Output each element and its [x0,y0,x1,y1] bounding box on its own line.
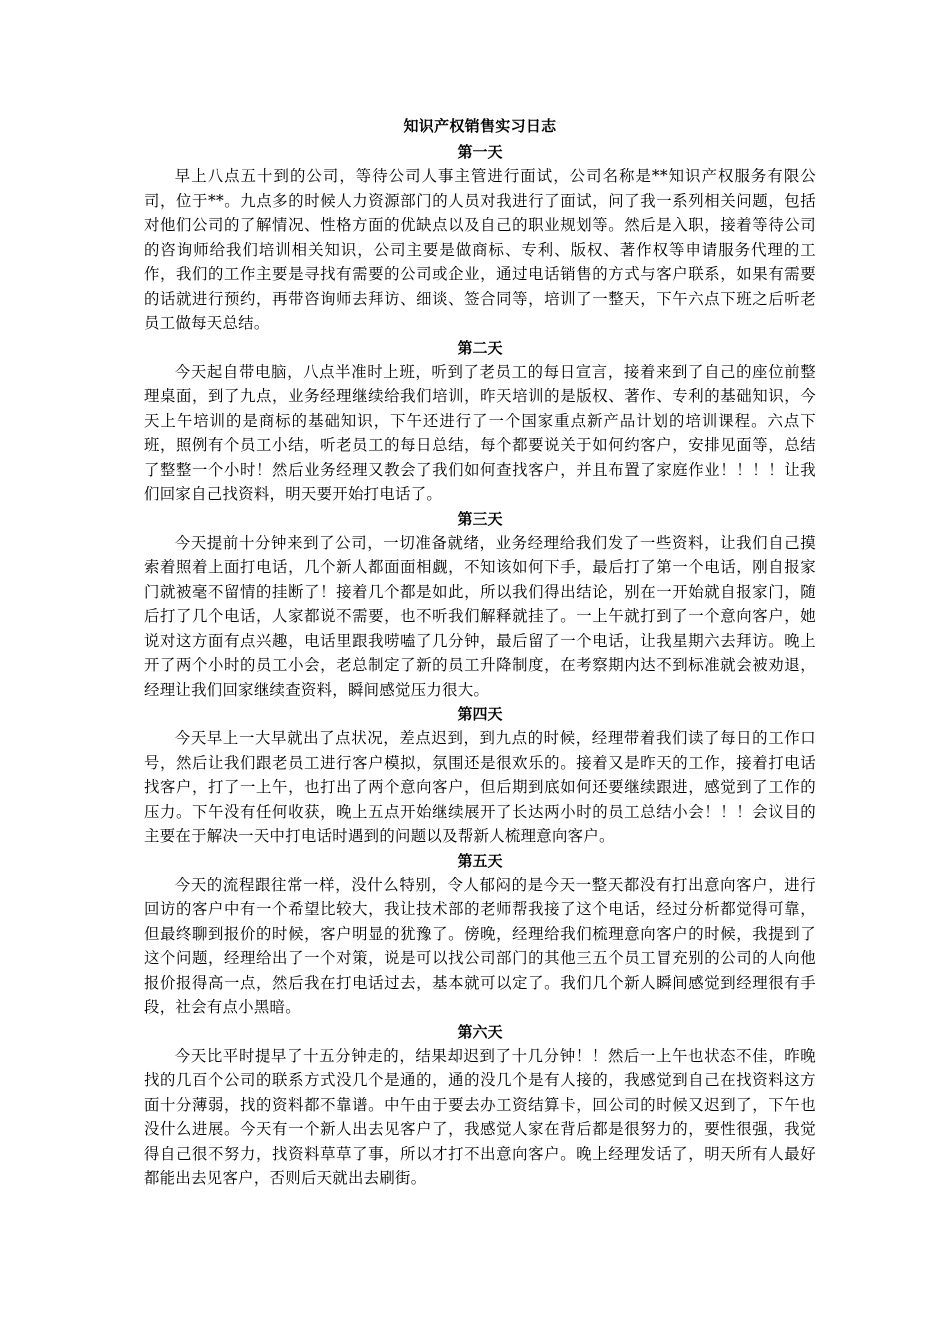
document-title: 知识产权销售实习日志 [403,117,557,135]
day-paragraph: 今天早上一大早就出了点状况，差点迟到，到九点的时候，经理带着我们读了每日的工作口号，然后让我们跟老员工进行客户模拟，氛围还是很欢乐的。接着又是昨天的工作，接着打电话找客户，打了一上午，也打出了两个意向客户，但后期到底如何还要继续跟进，感觉到了工作的压力。下午没有任何收获，晚上五点开始继续展开了长达两小时的员工总结小会！！！会议目的主要在于解决一天中打电话时遇到的问题以及帮新人梳理意向客户。 [144,729,816,845]
day-section-2 [144,336,816,507]
day-paragraph: 今天提前十分钟来到了公司，一切准备就绪，业务经理给我们发了一些资料，让我们自己摸索着照着上面打电话，几个新人都面面相觑，不知该如何下手，最后打了第一个电话，刚自报家门就被毫不留情的挂断了！接着几个都是如此，所以我们得出结论，别在一开始就自报家门，随后打了几个电话，人家都说不需要，也不听我们解释就挂了。一上午就打到了一个意向客户，她说对这方面有点兴趣，电话里跟我唠嗑了几分钟，最后留了一个电话，让我星期六去拜访。晚上开了两个小时的员工小会，老总制定了新的员工升降制度，在考察期内达不到标准就会被劝退，经理让我们回家继续查资料，瞬间感觉压力很大。 [144,533,816,699]
day-section-4 [144,702,816,849]
day-section-3 [144,507,816,703]
day-section-1 [144,140,816,336]
day-paragraph: 今天的流程跟往常一样，没什么特别，令人郁闷的是今天一整天都没有打出意向客户，进行回访的客户中有一个希望比较大，我让技术部的老师帮我接了这个电话，经过分析都觉得可靠，但最终聊到报价的时候，客户明显的犹豫了。傍晚，经理给我们梳理意向客户的时候，我提到了这个问题，经理给出了一个对策，说是可以找公司部门的其他三五个员工冒充别的公司的人向他报价报得高一点，然后我在打电话过去，基本就可以定了。我们几个新人瞬间感觉到经理很有手段，社会有点小黑暗。 [144,875,816,1016]
day-heading: 第六天 [457,1022,503,1041]
day-heading: 第二天 [457,338,503,357]
day-paragraph: 今天起自带电脑，八点半准时上班，听到了老员工的每日宣言，接着来到了自己的座位前整理桌面，到了九点，业务经理继续给我们培训，昨天培训的是版权、著作、专利的基础知识，今天上午培训的是商标的基础知识，下午还进行了一个国家重点新产品计划的培训课程。六点下班，照例有个员工小结，听老员工的每日总结，每个都要说关于如何约客户，安排见面等，总结了整整一个小时！然后业务经理又教会了我们如何查找客户，并且布置了家庭作业！！！！让我们回家自己找资料，明天要开始打电话了。 [144,362,816,503]
day-section-5 [144,849,816,1020]
document-page [144,112,816,1191]
day-paragraph: 早上八点五十到的公司，等待公司人事主管进行面试，公司名称是**知识产权服务有限公司，位于**。九点多的时候人力资源部门的人员对我进行了面试，问了我一系列相关问题，包括对他们公司的了解情况、性格方面的优缺点以及自己的职业规划等。然后是入职，接着等待公司的咨询师给我们培训相关知识，公司主要是做商标、专利、版权、著作权等申请服务代理的工作，我们的工作主要是寻找有需要的公司或企业，通过电话销售的方式与客户联系，如果有需要的话就进行预约，再带咨询师去拜访、细谈、签合同等，培训了一整天，下午六点下班之后听老员工做每天总结。 [144,167,816,332]
day-heading: 第四天 [457,705,503,723]
day-heading: 第三天 [457,509,503,528]
day-section-6 [144,1020,816,1191]
day-heading: 第五天 [457,851,503,870]
day-paragraph: 今天比平时提早了十五分钟走的，结果却迟到了十几分钟！！然后一上午也状态不佳，昨晚找的几百个公司的联系方式没几个是通的，通的没几个是有人接的，我感觉到自己在找资料这方面十分薄弱，找的资料都不靠谱。中午由于要去办工资结算卡，回公司的时候又迟到了，下午也没什么进展。今天有一个新人出去见客户了，我感觉人家在背后都是很努力的，要性很强，我觉得自己很不努力，找资料草草了事，所以才打不出意向客户。晚上经理发话了，明天所有人最好都能出去见客户，否则后天就出去刷街。 [144,1046,816,1187]
day-heading: 第一天 [457,143,503,161]
